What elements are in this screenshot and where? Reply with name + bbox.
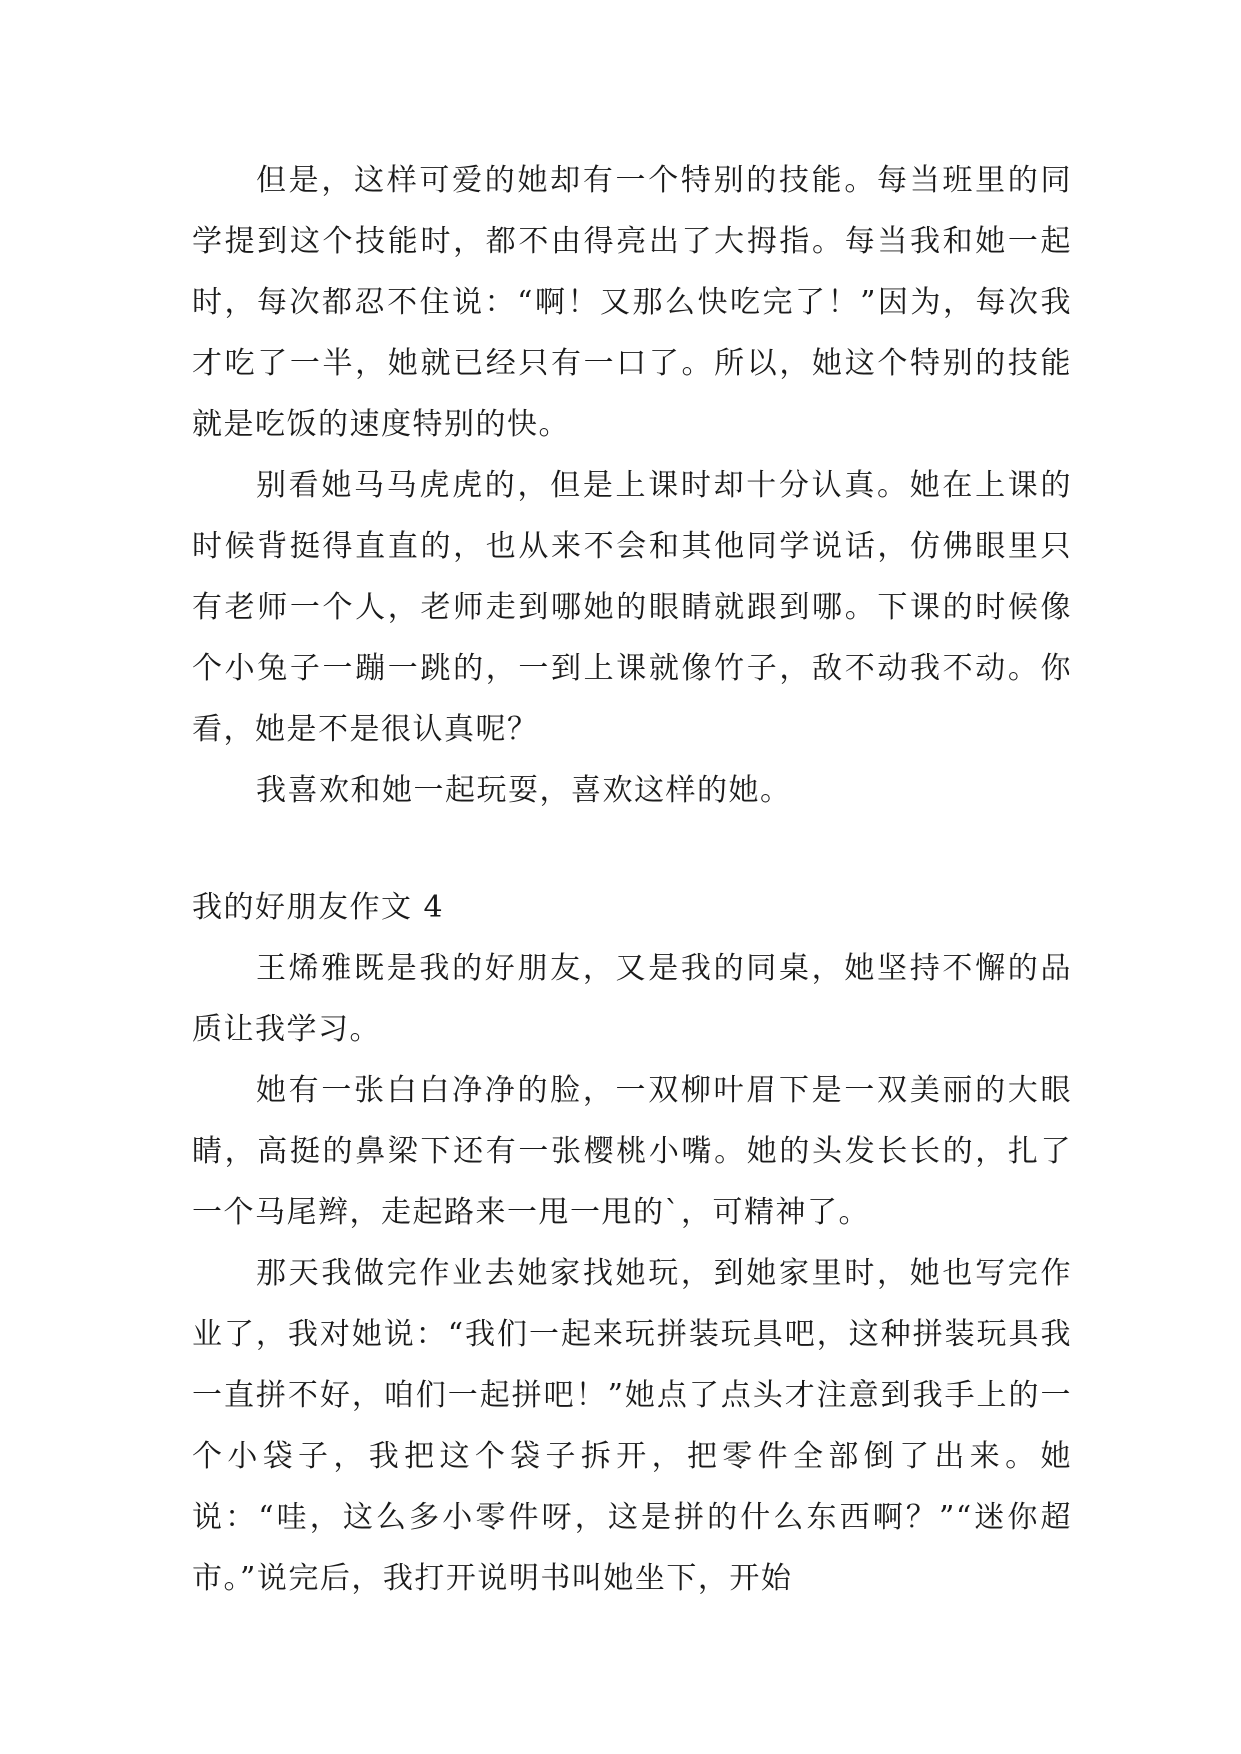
paragraph: 那天我做完作业去她家找她玩，到她家里时，她也写完作业了，我对她说：“我们一起来玩拼装玩具吧，这种拼装玩具我一直拼不好，咱们一起拼吧！”她点了点头才注意到我手上的一个小袋子，我把这个袋子拆开，把零件全部倒了出来。她说：“哇，这么多小零件呀，这是拼的什么东西啊？”“迷你超市。”说完后，我打开说明书叫她坐下，开始 (192, 1256, 1072, 1596)
section-title: 我的好朋友作文 4 (192, 890, 445, 925)
document-body (192, 150, 1072, 1609)
paragraph: 别看她马马虎虎的，但是上课时却十分认真。她在上课的时候背挺得直直的，也从来不会和其他同学说话，仿佛眼里只有老师一个人，老师走到哪她的眼睛就跟到哪。下课的时候像个小兔子一蹦一跳的，一到上课就像竹子，敌不动我不动。你看，她是不是很认真呢？ (192, 468, 1072, 747)
paragraph: 但是，这样可爱的她却有一个特别的技能。每当班里的同学提到这个技能时，都不由得亮出了大拇指。每当我和她一起时，每次都忍不住说：“啊！又那么快吃完了！”因为，每次我才吃了一半，她就已经只有一口了。所以，她这个特别的技能就是吃饭的速度特别的快。 (192, 163, 1072, 442)
paragraph: 王烯雅既是我的好朋友，又是我的同桌，她坚持不懈的品质让我学习。 (192, 951, 1072, 1047)
paragraph: 她有一张白白净净的脸，一双柳叶眉下是一双美丽的大眼睛，高挺的鼻梁下还有一张樱桃小嘴。她的头发长长的，扎了一个马尾辫，走起路来一甩一甩的`，可精神了。 (192, 1073, 1072, 1230)
paragraph: 我喜欢和她一起玩耍，喜欢这样的她。 (256, 773, 792, 808)
